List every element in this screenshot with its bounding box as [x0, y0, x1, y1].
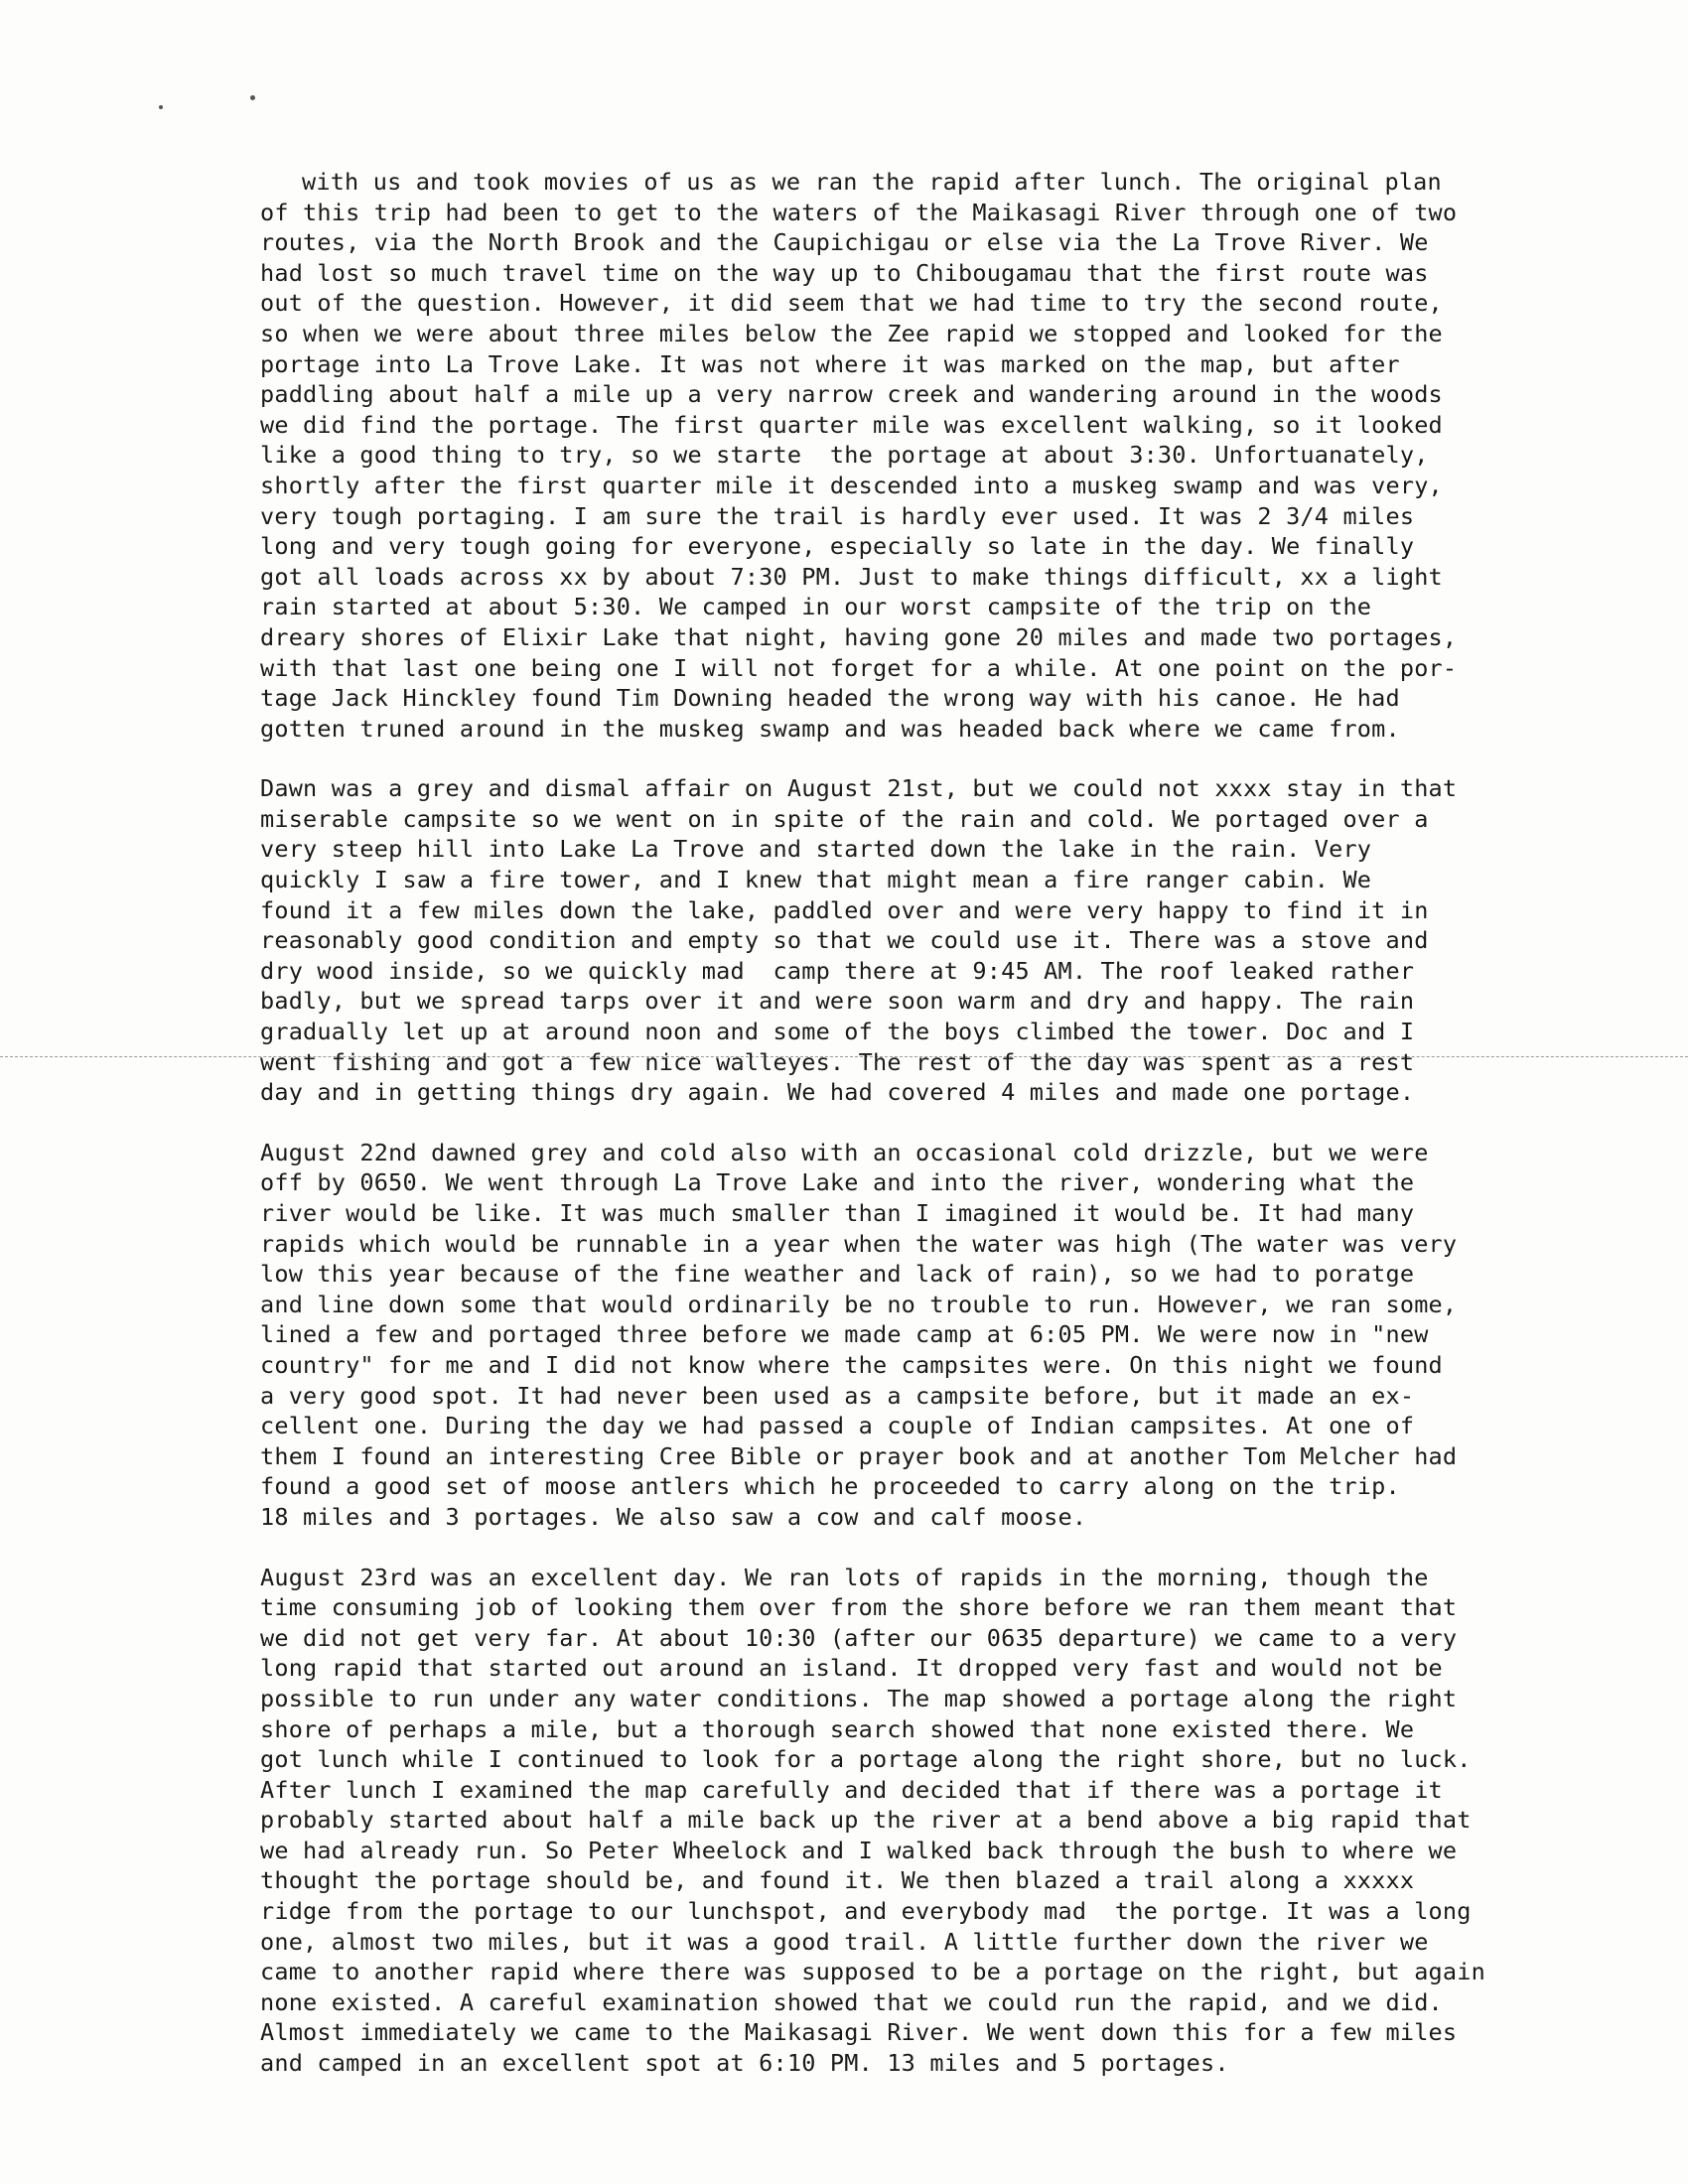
text-line: probably started about half a mile back up the river at a bend above a big rapid that — [260, 1806, 1472, 1835]
scan-speck — [159, 105, 163, 109]
paragraph — [260, 1138, 1640, 1533]
text-line: dreary shores of Elixir Lake that night, having gone 20 miles and made two portages, — [260, 622, 1458, 651]
text-line: thought the portage should be, and found it. We then blazed a trail along a xxxxx — [260, 1866, 1415, 1895]
text-line: day and in getting things dry again. We had covered 4 miles and made one portage. — [260, 1078, 1415, 1107]
text-line: portage into La Trove Lake. It was not where it was marked on the map, but after — [260, 349, 1400, 378]
text-line: went fishing and got a few nice walleyes. The rest of the day was spent as a rest — [260, 1047, 1415, 1076]
text-line: rain started at about 5:30. We camped in our worst campsite of the trip on the — [260, 593, 1372, 621]
text-line: shore of perhaps a mile, but a thorough search showed that none existed there. We — [260, 1714, 1415, 1743]
text-line: of this trip had been to get to the waters of the Maikasagi River through one of two — [260, 198, 1458, 226]
text-line: After lunch I examined the map carefully and decided that if there was a portage it — [260, 1775, 1443, 1804]
text-line: with us and took movies of us as we ran the rapid after lunch. The original plan — [302, 168, 1442, 196]
text-line: low this year because of the fine weather and lack of rain), so we had to poratge — [260, 1260, 1415, 1289]
text-line: time consuming job of looking them over from the shore before we ran them meant that — [260, 1593, 1458, 1622]
text-line: none existed. A careful examination showed that we could run the rapid, and we did. — [260, 1987, 1443, 2016]
text-line: one, almost two miles, but it was a good trail. A little further down the river we — [260, 1927, 1429, 1956]
text-line: off by 0650. We went through La Trove Lake and into the river, wondering what the — [260, 1168, 1415, 1197]
paragraph — [260, 1563, 1640, 2079]
text-line: ridge from the portage to our lunchspot, and everybody mad the portge. It was a long — [260, 1897, 1472, 1926]
text-line: cellent one. During the day we had passed a couple of Indian campsites. At one of — [260, 1412, 1415, 1440]
text-line: and camped in an excellent spot at 6:10 PM. 13 miles and 5 portages. — [260, 2049, 1229, 2078]
text-line: miserable campsite so we went on in spite of the rain and cold. We portaged over a — [260, 804, 1429, 833]
paragraph — [260, 773, 1640, 1108]
text-line: found it a few miles down the lake, paddled over and were very happy to find it in — [260, 895, 1429, 924]
text-line: 18 miles and 3 portages. We also saw a cow and calf moose. — [260, 1502, 1087, 1531]
text-line: long and very tough going for everyone, especially so late in the day. We finally — [260, 532, 1415, 561]
text-line: dry wood inside, so we quickly mad camp there at 9:45 AM. The roof leaked rather — [260, 956, 1415, 985]
text-line: rapids which would be runnable in a year when the water was high (The water was very — [260, 1229, 1458, 1258]
text-line: quickly I saw a fire tower, and I knew that might mean a fire ranger cabin. We — [260, 866, 1372, 894]
text-line: like a good thing to try, so we starte the portage at about 3:30. Unfortuanately, — [260, 441, 1429, 470]
text-line: badly, but we spread tarps over it and were soon warm and dry and happy. The rain — [260, 987, 1415, 1016]
text-line: with that last one being one I will not forget for a while. At one point on the por- — [260, 653, 1458, 682]
text-line: came to another rapid where there was supposed to be a portage on the right, but again — [260, 1958, 1485, 1986]
text-line: got all loads across xx by about 7:30 PM. Just to make things difficult, xx a light — [260, 562, 1443, 591]
text-line: paddling about half a mile up a very narrow creek and wandering around in the woods — [260, 380, 1443, 409]
text-line: a very good spot. It had never been used as a campsite before, but it made an ex- — [260, 1381, 1415, 1410]
typed-text-body — [260, 167, 1640, 2109]
text-line: found a good set of moose antlers which he proceeded to carry along on the trip. — [260, 1472, 1400, 1501]
text-line: tage Jack Hinckley found Tim Downing headed the wrong way with his canoe. He had — [260, 684, 1400, 713]
text-line: possible to run under any water conditions. The map showed a portage along the right — [260, 1684, 1458, 1712]
text-line: very steep hill into Lake La Trove and started down the lake in the rain. Very — [260, 835, 1372, 864]
paragraph — [260, 167, 1640, 744]
text-line: August 22nd dawned grey and cold also with an occasional cold drizzle, but we were — [260, 1138, 1429, 1166]
scan-speck — [250, 95, 255, 100]
text-line: reasonably good condition and empty so that we could use it. There was a stove and — [260, 926, 1429, 955]
text-line: August 23rd was an excellent day. We ran lots of rapids in the morning, though the — [260, 1563, 1429, 1591]
text-line: them I found an interesting Cree Bible or prayer book and at another Tom Melcher had — [260, 1441, 1458, 1470]
text-line: very tough portaging. I am sure the trail is hardly ever used. It was 2 3/4 miles — [260, 501, 1415, 530]
text-line: river would be like. It was much smaller than I imagined it would be. It had many — [260, 1199, 1415, 1227]
text-line: country" for me and I did not know where the campsites were. On this night we found — [260, 1350, 1443, 1379]
text-line: gradually let up at around noon and some of the boys climbed the tower. Doc and I — [260, 1018, 1415, 1046]
text-line: routes, via the North Brook and the Caupichigau or else via the La Trove River. We — [260, 228, 1429, 257]
text-line: had lost so much travel time on the way up to Chibougamau that the first route was — [260, 258, 1429, 287]
text-line: and line down some that would ordinarily be no trouble to run. However, we ran some, — [260, 1290, 1458, 1318]
text-line: we did find the portage. The first quarter mile was excellent walking, so it looked — [260, 410, 1443, 439]
text-line: gotten truned around in the muskeg swamp and was headed back where we came from. — [260, 714, 1400, 743]
text-line: we did not get very far. At about 10:30 (after our 0635 departure) we came to a very — [260, 1623, 1458, 1652]
text-line: lined a few and portaged three before we made camp at 6:05 PM. We were now in "new — [260, 1320, 1429, 1349]
text-line: Dawn was a grey and dismal affair on August 21st, but we could not xxxx stay in that — [260, 774, 1458, 803]
text-line: so when we were about three miles below the Zee rapid we stopped and looked for the — [260, 319, 1443, 347]
text-line: long rapid that started out around an island. It dropped very fast and would not be — [260, 1654, 1443, 1683]
text-line: Almost immediately we came to the Maikasagi River. We went down this for a few miles — [260, 2018, 1458, 2047]
text-line: we had already run. So Peter Wheelock and I walked back through the bush to where we — [260, 1836, 1458, 1864]
text-line: out of the question. However, it did seem that we had time to try the second route, — [260, 289, 1443, 318]
text-line: got lunch while I continued to look for a portage along the right shore, but no luck. — [260, 1745, 1472, 1774]
text-line: shortly after the first quarter mile it descended into a muskeg swamp and was very, — [260, 471, 1443, 499]
